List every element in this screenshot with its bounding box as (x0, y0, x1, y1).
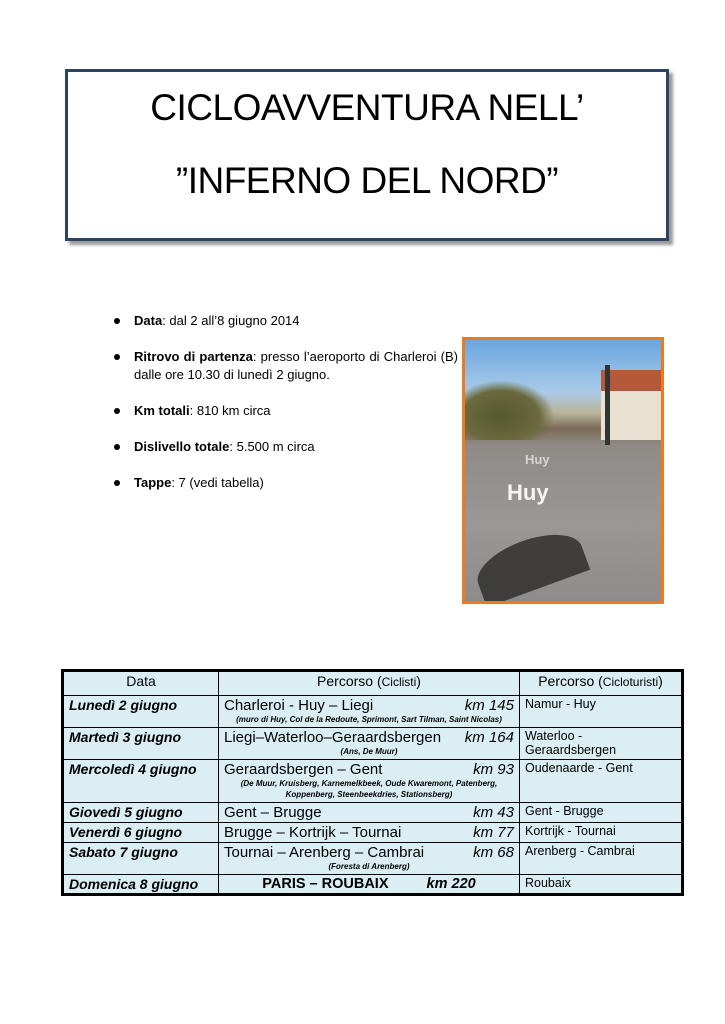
photo-lamppost (605, 365, 610, 445)
route-climbs-note: (muro di Huy, Col de la Redoute, Sprimont, Sart Tilman, Saint Nicolas) (236, 715, 502, 724)
route-km: km 77 (473, 824, 514, 841)
photo-shadow (470, 523, 590, 604)
route-name: Brugge – Kortrijk – Tournai (224, 824, 402, 841)
bullet-icon (114, 444, 120, 450)
table-row (63, 875, 683, 895)
header-percorso-ciclisti: Percorso (Ciclisti) (219, 671, 520, 696)
route-climbs-note: (Foresta di Arenberg) (328, 862, 410, 871)
route-line (224, 804, 514, 821)
route-km: km 93 (473, 761, 514, 778)
cell-date: Mercoledì 4 giugno (63, 760, 219, 803)
table-row (63, 843, 683, 875)
cell-tour-route: Oudenaarde - Gent (520, 760, 683, 803)
route-name: Charleroi - Huy – Liegi (224, 697, 374, 714)
title-line-1: CICLOAVVENTURA NELL’ (150, 87, 584, 128)
cell-date: Venerdì 6 giugno (63, 823, 219, 843)
route-line (224, 729, 514, 746)
cell-date: Domenica 8 giugno (63, 875, 219, 895)
cell-tour-route: Kortrijk - Tournai (520, 823, 683, 843)
bullet-icon (114, 408, 120, 414)
header-data: Data (63, 671, 219, 696)
route-line (224, 824, 514, 841)
route-line (224, 761, 514, 778)
bullet-icon (114, 480, 120, 486)
route-km: km 164 (464, 729, 514, 746)
route-name: Tournai – Arenberg – Cambrai (224, 844, 425, 861)
title-box (65, 69, 669, 241)
info-item-ritrovo: Ritrovo di partenza: presso l’aeroporto di Charleroi (B) dalle ore 10.30 di lunedì 2 giugno. (112, 348, 458, 384)
table-header-row (63, 671, 683, 696)
info-item-km: Km totali: 810 km circa (112, 402, 458, 420)
route-climbs-note: (De Muur, Kruisberg, Karnemelkbeek, Oude Kwaremont, Patenberg, Koppenberg, Steenbeekdries, Stationsberg) (240, 779, 498, 799)
header-percorso-cicloturisti: Percorso (Cicloturisti) (520, 671, 683, 696)
table-row (63, 803, 683, 823)
route-name: PARIS – ROUBAIX (262, 876, 389, 892)
route-km: km 145 (464, 697, 514, 714)
route-km: km 220 (426, 876, 476, 892)
cell-tour-route: Gent - Brugge (520, 803, 683, 823)
route-name: Gent – Brugge (224, 804, 322, 821)
road-paint-text: Huy (525, 452, 550, 467)
cell-tour-route: Arenberg - Cambrai (520, 843, 683, 875)
cell-route (219, 696, 520, 728)
title-line-2: ”INFERNO DEL NORD” (175, 160, 559, 201)
info-list (112, 312, 458, 510)
route-line (224, 697, 514, 714)
photo-house (601, 370, 661, 440)
table-row (63, 823, 683, 843)
cell-date: Sabato 7 giugno (63, 843, 219, 875)
cell-route (219, 823, 520, 843)
route-line (224, 844, 514, 861)
road-paint-text: Huy (507, 480, 549, 505)
route-km: km 43 (473, 804, 514, 821)
route-line (224, 876, 514, 892)
road-photo (462, 337, 664, 604)
cell-tour-route: Namur - Huy (520, 696, 683, 728)
cell-route (219, 760, 520, 803)
cell-date: Lunedì 2 giugno (63, 696, 219, 728)
route-km: km 68 (473, 844, 514, 861)
cell-route (219, 728, 520, 760)
cell-route (219, 843, 520, 875)
cell-date: Giovedì 5 giugno (63, 803, 219, 823)
cell-tour-route: Waterloo - Geraardsbergen (520, 728, 683, 760)
table-row (63, 728, 683, 760)
route-name: Geraardsbergen – Gent (224, 761, 383, 778)
table-row (63, 696, 683, 728)
bullet-icon (114, 318, 120, 324)
bullet-icon (114, 354, 120, 360)
route-name: Liegi–Waterloo–Geraardsbergen (224, 729, 442, 746)
schedule-table (61, 669, 684, 896)
info-item-dislivello: Dislivello totale: 5.500 m circa (112, 438, 458, 456)
route-climbs-note: (Ans, De Muur) (340, 747, 398, 756)
cell-date: Martedì 3 giugno (63, 728, 219, 760)
info-item-tappe: Tappe: 7 (vedi tabella) (112, 474, 458, 492)
cell-route (219, 803, 520, 823)
table-row (63, 760, 683, 803)
info-item-data: Data: dal 2 all’8 giugno 2014 (112, 312, 458, 330)
cell-route (219, 875, 520, 895)
photo-trees (465, 380, 555, 440)
cell-tour-route: Roubaix (520, 875, 683, 895)
